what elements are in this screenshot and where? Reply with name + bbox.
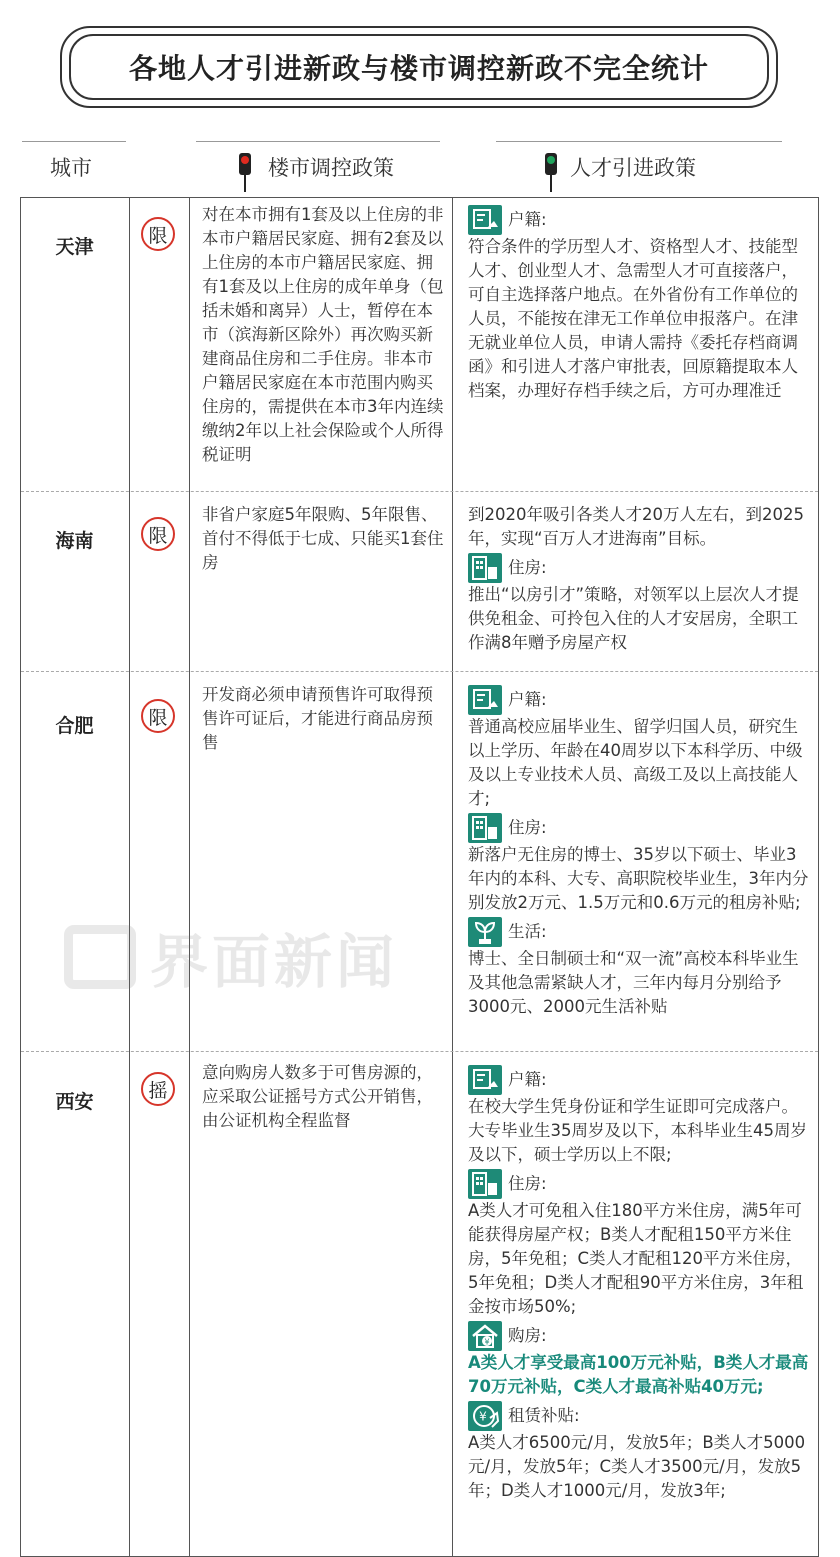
talent-intro-text: 到2020年吸引各类人才20万人左右，到2025年，实现“百万人才进海南”目标。 [468, 505, 804, 548]
category-label: 购房: [508, 1326, 547, 1345]
col-divider-3 [452, 197, 453, 1557]
category-label: 生活: [508, 922, 547, 941]
svg-text:¥: ¥ [484, 1337, 490, 1347]
title-inner-frame [69, 34, 769, 100]
category-heading [468, 685, 810, 715]
category-text: 新落户无住房的博士、35岁以下硕士、毕业3年内的本科、大专、高职院校毕业生，3年内分别发放2万元、1.5万元和0.6万元的租房补贴; [468, 845, 809, 912]
restriction-badge: 限 [141, 217, 175, 251]
red-light-icon [239, 153, 251, 175]
restriction-badge: 限 [141, 699, 175, 733]
category-label: 户籍: [508, 690, 547, 709]
building-icon [468, 553, 502, 583]
col-divider-2 [189, 197, 190, 1557]
watermark [64, 915, 398, 999]
lottery-badge: 摇 [141, 1072, 175, 1106]
category-heading [468, 1401, 810, 1431]
page-title: 各地人才引进新政与楼市调控新政不完全统计 [128, 52, 709, 85]
category-heading [468, 1169, 810, 1199]
talent-policy [468, 1063, 810, 1503]
talent-policy [468, 203, 810, 403]
category-text: 普通高校应届毕业生、留学归国人员，研究生以上学历、年龄在40周岁以下本科学历、中级及以上专业技术人员、高级工及以上高技能人才; [468, 717, 803, 808]
header-city: 城市 [50, 156, 92, 180]
yuan-hand-icon [468, 1401, 502, 1431]
category-label: 租赁补贴: [508, 1406, 580, 1425]
category-label: 户籍: [508, 1070, 547, 1089]
restriction-badge: 限 [141, 517, 175, 551]
category-heading [468, 1065, 810, 1095]
category-heading [468, 1321, 810, 1351]
category-heading [468, 813, 810, 843]
watermark-logo-icon [64, 925, 136, 989]
col-divider-1 [129, 197, 130, 1557]
red-light-stem [244, 174, 246, 192]
category-text: 推出“以房引才”策略，对领军以上层次人才提供免租金、可拎包入住的人才安居房，全职工作满8年赠予房屋产权 [468, 585, 799, 652]
category-heading [468, 205, 810, 235]
row-divider-3 [21, 1051, 818, 1052]
green-light-icon [545, 153, 557, 175]
green-light-stem [550, 174, 552, 192]
city-name: 海南 [55, 530, 94, 552]
talent-policy [468, 503, 810, 655]
header-housing: 楼市调控政策 [268, 156, 394, 180]
category-text: 在校大学生凭身份证和学生证即可完成落户。大专毕业生35周岁及以下，本科毕业生45周岁及以下，硕士学历以上不限; [468, 1097, 807, 1164]
watermark-text: 界面新闻 [150, 928, 399, 996]
category-label: 住房: [508, 558, 547, 577]
hukou-icon [468, 205, 502, 235]
title-frame [60, 26, 778, 108]
housing-policy-text: 开发商必须申请预售许可取得预售许可证后，才能进行商品房预售 [202, 685, 433, 752]
sprout-icon [468, 917, 502, 947]
category-heading [468, 553, 810, 583]
housing-policy-text: 对在本市拥有1套及以上住房的非本市户籍居民家庭、拥有2套及以上住房的本市户籍居民家庭、拥有1套及以上住房的成年单身（包括未婚和离异）人士，暂停在本市（滨海新区除外）再次购买新建商品住房和二手住房。非本市户籍居民家庭在本市范围内购买住房的，需提供在本市3年内连续缴纳2年以上社会保险或个人所得税证明 [202, 205, 444, 464]
category-label: 住房: [508, 1174, 547, 1193]
row-divider-1 [21, 491, 818, 492]
city-name: 天津 [55, 236, 94, 258]
category-text: A类人才6500元/月，发放5年；B类人才5000元/月，发放5年；C类人才3500元/月，发放5年；D类人才1000元/月，发放3年; [468, 1433, 806, 1500]
header-rule-housing [196, 141, 440, 142]
row-divider-2 [21, 671, 818, 672]
hukou-icon [468, 1065, 502, 1095]
category-text: A类人才可免租入住180平方米住房，满5年可能获得房屋产权；B类人才配租150平方米住房，5年免租；C类人才配租120平方米住房，5年免租；D类人才配租90平方米住房，3年租金按市场50%; [468, 1201, 804, 1316]
building-icon [468, 813, 502, 843]
housing-policy-text: 意向购房人数多于可售房源的，应采取公证摇号方式公开销售，由公证机构全程监督 [202, 1063, 433, 1130]
category-label: 户籍: [508, 210, 547, 229]
city-name: 西安 [55, 1091, 94, 1113]
category-text-highlight: A类人才享受最高100万元补贴，B类人才最高70万元补贴，C类人才最高补贴40万元; [468, 1353, 809, 1396]
city-name: 合肥 [55, 715, 94, 737]
header-talent: 人才引进政策 [570, 156, 696, 180]
category-heading [468, 917, 810, 947]
category-text: 符合条件的学历型人才、资格型人才、技能型人才、创业型人才、急需型人才可直接落户，可自主选择落户地点。在外省份有工作单位的人员，不能按在津无工作单位申报落户。在津无就业单位人员，申请人需持《委托存档商调函》和引进人才落户审批表，回原籍提取本人档案，办理好存档手续之后，方可办理准迁 [468, 237, 798, 400]
housing-policy-text: 非省户家庭5年限购、5年限售、首付不得低于七成、只能买1套住房 [202, 505, 444, 572]
category-label: 住房: [508, 818, 547, 837]
house-money-icon [468, 1321, 502, 1351]
category-text: 博士、全日制硕士和“双一流”高校本科毕业生及其他急需紧缺人才，三年内每月分别给予3000元、2000元生活补贴 [468, 949, 799, 1016]
svg-text:¥: ¥ [479, 1409, 487, 1424]
header-rule-talent [496, 141, 782, 142]
building-icon [468, 1169, 502, 1199]
hukou-icon [468, 685, 502, 715]
header-rule-city [22, 141, 126, 142]
talent-policy [468, 683, 810, 1019]
